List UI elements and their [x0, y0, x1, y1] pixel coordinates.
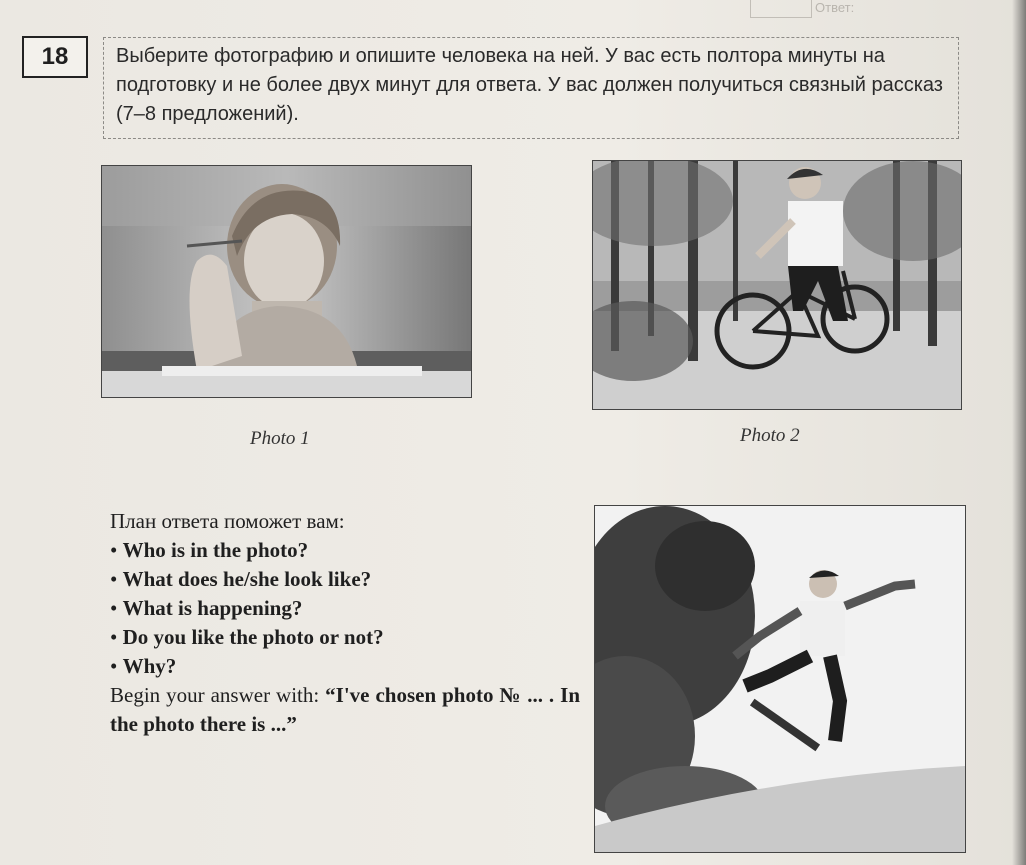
begin-quote: “I've chosen photo № ... . In the photo there is ...” — [110, 683, 580, 736]
begin-instruction — [110, 681, 580, 739]
task-number: 18 — [22, 36, 88, 78]
plan-list — [110, 536, 580, 681]
page-shadow — [1012, 0, 1026, 865]
photo-1-caption: Photo 1 — [250, 428, 310, 449]
plan-item: • Who is in the photo? — [110, 536, 580, 565]
man-cycling-photo-icon — [593, 161, 961, 409]
skateboarder-jumping-photo-icon — [595, 506, 965, 852]
answer-plan — [110, 507, 580, 739]
photo-3[interactable] — [594, 505, 966, 853]
photo-2-caption: Photo 2 — [740, 425, 800, 446]
begin-prefix: Begin your answer with: — [110, 683, 320, 707]
photo-2[interactable] — [592, 160, 962, 410]
plan-item: • What does he/she look like? — [110, 565, 580, 594]
plan-item: • Why? — [110, 652, 580, 681]
plan-title: План ответа поможет вам: — [110, 509, 345, 533]
girl-thinking-photo-icon — [102, 166, 471, 397]
plan-item: • Do you like the photo or not? — [110, 623, 580, 652]
answer-box — [750, 0, 812, 18]
task-instruction: Выберите фотографию и опишите человека на ней. У вас есть полтора минуты на подготовку и не более двух минут для ответа. У вас должен получиться связный рассказ (7–8 предложений). — [103, 37, 959, 139]
photo-1[interactable] — [101, 165, 472, 398]
bleed-through-header — [560, 0, 1000, 26]
plan-item: • What is happening? — [110, 594, 580, 623]
answer-label: Ответ: — [815, 0, 855, 15]
